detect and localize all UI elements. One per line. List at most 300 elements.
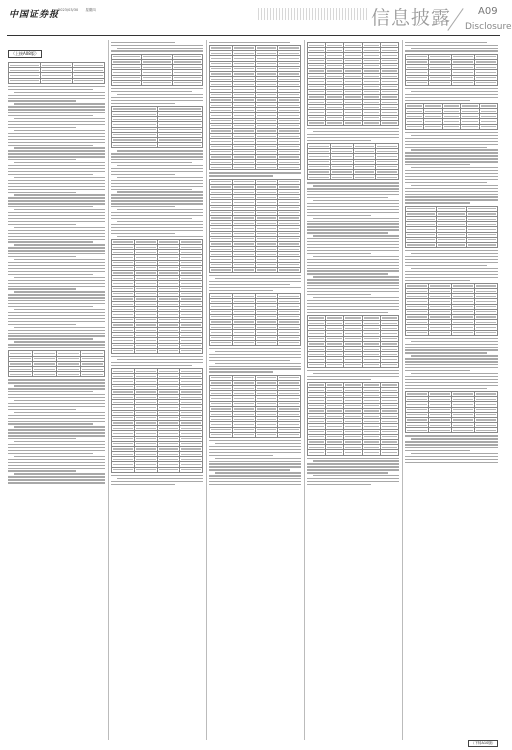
- text-line: [8, 150, 105, 151]
- text-line: [14, 244, 105, 245]
- text-line: [411, 355, 498, 356]
- column-divider: [402, 40, 403, 740]
- text-line: [405, 45, 498, 46]
- text-line: [405, 364, 498, 365]
- text-line: [8, 418, 105, 419]
- text-line: [307, 265, 399, 266]
- text-line: [405, 344, 498, 345]
- table-cell: [278, 432, 301, 437]
- text-line: [307, 273, 388, 274]
- text-line: [8, 86, 105, 87]
- text-line: [14, 162, 105, 163]
- table-cell: [308, 362, 326, 367]
- text-line: [307, 229, 399, 230]
- text-line: [405, 158, 498, 159]
- text-line: [111, 200, 203, 201]
- table-cell: [41, 78, 73, 83]
- text-line: [8, 335, 105, 336]
- article-column-1: [8, 40, 105, 740]
- text-line: [117, 165, 203, 166]
- text-line: [14, 209, 105, 210]
- text-line: [8, 121, 105, 122]
- column-divider: [304, 40, 305, 740]
- text-line: [8, 300, 105, 301]
- text-line: [117, 177, 203, 178]
- text-line: [307, 232, 388, 233]
- column-divider: [108, 40, 109, 740]
- text-line: [209, 446, 301, 447]
- table-cell: [475, 330, 498, 335]
- text-line: [111, 362, 203, 363]
- table-cell: [210, 340, 233, 345]
- text-line: [209, 290, 273, 291]
- text-line: [307, 370, 399, 371]
- table-cell: [134, 348, 157, 353]
- text-line: [405, 444, 498, 445]
- text-line: [8, 280, 105, 281]
- text-line: [8, 297, 105, 298]
- table-cell: [344, 120, 362, 125]
- text-line: [111, 197, 203, 198]
- table-cell: [308, 450, 326, 455]
- text-line: [8, 303, 105, 304]
- table-cell: [308, 120, 326, 125]
- text-line: [8, 465, 105, 466]
- text-line: [405, 352, 487, 353]
- text-line: [111, 174, 175, 175]
- text-line: [8, 165, 105, 166]
- text-line: [8, 429, 105, 430]
- text-line: [8, 312, 105, 313]
- text-line: [111, 186, 203, 187]
- text-line: [307, 203, 399, 204]
- data-table: [405, 283, 498, 336]
- text-line: [307, 247, 399, 248]
- text-line: [405, 164, 470, 165]
- table-cell: [424, 124, 442, 129]
- text-line: [307, 303, 399, 304]
- article-column-5: [405, 40, 498, 740]
- table-cell: [429, 428, 452, 433]
- text-line: [8, 444, 105, 445]
- text-line: [405, 42, 487, 43]
- text-line: [209, 284, 290, 285]
- text-line: [307, 285, 399, 286]
- text-line: [307, 221, 399, 222]
- text-line: [8, 283, 105, 284]
- text-line: [209, 466, 301, 467]
- table-cell: [344, 362, 362, 367]
- text-line: [8, 324, 76, 325]
- text-line: [111, 224, 203, 225]
- text-line: [313, 276, 399, 277]
- text-line: [313, 460, 399, 461]
- text-line: [14, 327, 105, 328]
- text-line: [313, 373, 399, 374]
- table-cell: [157, 348, 180, 353]
- text-line: [313, 218, 399, 219]
- text-line: [111, 227, 203, 228]
- text-line: [307, 215, 371, 216]
- text-line: [405, 382, 498, 383]
- text-line: [8, 112, 105, 113]
- text-line: [405, 250, 498, 251]
- table-cell: [278, 340, 301, 345]
- table-cell: [362, 120, 380, 125]
- data-table: [111, 239, 203, 354]
- text-line: [209, 469, 290, 470]
- text-line: [111, 168, 203, 169]
- text-line: [8, 268, 105, 269]
- text-line: [307, 223, 399, 224]
- text-line: [14, 412, 105, 413]
- data-table: [209, 45, 301, 171]
- table-cell: [362, 450, 380, 455]
- text-line: [8, 256, 76, 257]
- text-line: [405, 94, 498, 95]
- table-cell: [112, 143, 158, 148]
- column-divider: [206, 40, 207, 740]
- text-line: [8, 133, 105, 134]
- text-line: [405, 376, 498, 377]
- text-line: [117, 221, 203, 222]
- text-line: [8, 388, 105, 389]
- text-line: [307, 194, 399, 195]
- text-line: [8, 224, 76, 225]
- text-line: [405, 100, 470, 101]
- decorative-stripes: [258, 8, 368, 20]
- text-line: [405, 256, 498, 257]
- table-cell: [210, 165, 233, 170]
- table-cell: [475, 80, 498, 85]
- text-line: [405, 132, 498, 133]
- text-line: [8, 286, 105, 287]
- text-line: [405, 459, 498, 460]
- table-cell: [429, 330, 452, 335]
- text-line: [209, 484, 301, 485]
- text-line: [111, 42, 175, 43]
- data-table: [209, 179, 301, 273]
- issue-date: 2023/03/30: [58, 8, 79, 12]
- text-line: [405, 271, 498, 272]
- text-line: [307, 268, 399, 269]
- text-line: [8, 318, 105, 319]
- data-table: [307, 315, 399, 368]
- text-line: [405, 349, 498, 350]
- data-table: [209, 293, 301, 346]
- text-line: [14, 147, 105, 148]
- table-cell: [467, 242, 498, 247]
- text-line: [8, 338, 93, 339]
- data-table: [8, 350, 105, 377]
- table-cell: [442, 124, 460, 129]
- text-line: [8, 89, 93, 90]
- text-line: [215, 472, 301, 473]
- text-line: [8, 438, 76, 439]
- table-cell: [33, 372, 57, 377]
- text-line: [8, 109, 105, 110]
- table-cell: [73, 78, 105, 83]
- table-cell: [232, 340, 255, 345]
- text-line: [8, 200, 105, 201]
- text-line: [8, 482, 105, 483]
- text-line: [111, 162, 192, 163]
- text-line: [405, 462, 498, 463]
- text-line: [111, 183, 203, 184]
- text-line: [307, 291, 399, 292]
- text-line: [8, 382, 105, 383]
- table-cell: [81, 372, 105, 377]
- text-line: [209, 275, 301, 276]
- text-line: [411, 48, 498, 49]
- text-line: [8, 230, 105, 231]
- text-line: [313, 475, 399, 476]
- table-cell: [180, 467, 203, 472]
- text-line: [215, 351, 301, 352]
- text-line: [111, 206, 175, 207]
- text-line: [307, 209, 399, 210]
- text-line: [111, 203, 203, 204]
- text-line: [405, 202, 470, 203]
- text-line: [111, 233, 175, 234]
- table-cell: [326, 450, 344, 455]
- text-line: [411, 253, 498, 254]
- table-cell: [344, 450, 362, 455]
- text-line: [307, 379, 371, 380]
- text-line: [8, 233, 105, 234]
- text-line: [14, 473, 105, 474]
- text-line: [405, 170, 498, 171]
- table-cell: [9, 372, 33, 377]
- table-cell: [380, 362, 398, 367]
- text-line: [307, 309, 399, 310]
- text-line: [8, 189, 105, 190]
- text-line: [8, 435, 105, 436]
- text-line: [405, 147, 487, 148]
- text-line: [411, 91, 498, 92]
- article-column-4: [307, 40, 399, 740]
- text-line: [313, 256, 399, 257]
- text-line: [8, 330, 105, 331]
- text-line: [405, 50, 498, 51]
- text-line: [8, 139, 105, 140]
- text-line: [307, 481, 399, 482]
- table-cell: [452, 80, 475, 85]
- text-line: [405, 379, 498, 380]
- text-line: [8, 450, 105, 451]
- text-line: [111, 100, 203, 101]
- text-line: [411, 341, 498, 342]
- text-line: [8, 145, 93, 146]
- table-cell: [406, 242, 437, 247]
- text-line: [209, 354, 301, 355]
- text-line: [111, 103, 175, 104]
- table-cell: [475, 428, 498, 433]
- text-line: [117, 359, 203, 360]
- table-cell: [406, 330, 429, 335]
- text-line: [8, 98, 105, 99]
- text-line: [8, 470, 76, 471]
- text-line: [111, 153, 203, 154]
- text-line: [405, 138, 498, 139]
- text-line: [209, 455, 273, 456]
- table-cell: [406, 124, 424, 129]
- text-line: [209, 281, 301, 282]
- text-line: [405, 347, 498, 348]
- text-line: [405, 388, 487, 389]
- text-line: [8, 236, 105, 237]
- section-title: 信息披露: [371, 7, 452, 29]
- text-line: [8, 106, 105, 107]
- issue-meta: [58, 8, 102, 13]
- text-line: [8, 174, 93, 175]
- text-line: [14, 177, 105, 178]
- text-line: [405, 385, 498, 386]
- text-line: [411, 373, 498, 374]
- data-table: [307, 143, 399, 180]
- text-line: [307, 253, 371, 254]
- text-line: [111, 365, 192, 366]
- text-line: [405, 274, 498, 275]
- text-line: [215, 458, 301, 459]
- text-line: [307, 270, 399, 271]
- text-line: [209, 463, 301, 464]
- text-line: [307, 244, 399, 245]
- text-line: [209, 357, 301, 358]
- section-title-en: Disclosure: [465, 22, 512, 32]
- table-cell: [406, 428, 429, 433]
- text-line: [8, 197, 105, 198]
- text-line: [8, 95, 105, 96]
- text-line: [209, 452, 301, 453]
- text-line: [8, 153, 105, 154]
- table-cell: [210, 432, 233, 437]
- text-line: [14, 291, 105, 292]
- text-line: [111, 215, 203, 216]
- text-line: [117, 209, 203, 210]
- text-line: [307, 182, 399, 183]
- text-line: [8, 215, 105, 216]
- text-line: [313, 185, 399, 186]
- text-line: [8, 409, 76, 410]
- article-column-3: [209, 40, 301, 740]
- table-cell: [112, 80, 142, 85]
- text-line: [307, 306, 399, 307]
- text-line: [8, 253, 105, 254]
- text-line: [8, 479, 105, 480]
- text-line: [215, 278, 301, 279]
- text-line: [307, 472, 388, 473]
- text-line: [405, 262, 498, 263]
- table-cell: [255, 267, 278, 272]
- table-cell: [452, 428, 475, 433]
- text-line: [8, 159, 76, 160]
- text-line: [14, 309, 105, 310]
- table-cell: [232, 432, 255, 437]
- text-line: [411, 268, 498, 269]
- text-line: [8, 203, 105, 204]
- text-line: [405, 280, 470, 281]
- table-cell: [172, 80, 202, 85]
- newspaper-name: 中国证券报: [9, 10, 60, 20]
- text-line: [117, 478, 203, 479]
- text-line: [8, 239, 105, 240]
- text-line: [8, 347, 105, 348]
- text-line: [111, 194, 203, 195]
- text-line: [117, 94, 203, 95]
- text-line: [307, 250, 399, 251]
- table-cell: [278, 267, 301, 272]
- table-cell: [157, 143, 203, 148]
- table-cell: [232, 165, 255, 170]
- text-line: [405, 259, 498, 260]
- text-line: [405, 435, 498, 436]
- text-line: [209, 449, 301, 450]
- text-line: [307, 212, 399, 213]
- text-line: [8, 315, 105, 316]
- text-line: [111, 50, 203, 51]
- table-cell: [330, 175, 353, 180]
- text-line: [307, 478, 399, 479]
- text-line: [209, 360, 290, 361]
- text-line: [111, 159, 203, 160]
- text-line: [8, 406, 105, 407]
- text-line: [8, 271, 105, 272]
- text-line: [14, 130, 105, 131]
- text-line: [8, 136, 105, 137]
- text-line: [8, 379, 105, 380]
- text-line: [8, 142, 105, 143]
- page-number: A09: [478, 6, 498, 17]
- text-line: [8, 265, 105, 266]
- text-line: [14, 92, 105, 93]
- text-line: [8, 423, 93, 424]
- text-line: [313, 131, 399, 132]
- text-line: [8, 453, 93, 454]
- data-table: [8, 62, 105, 84]
- text-line: [8, 218, 105, 219]
- text-line: [307, 463, 399, 464]
- text-line: [405, 182, 487, 183]
- text-line: [8, 168, 105, 169]
- text-line: [405, 191, 498, 192]
- table-cell: [380, 120, 398, 125]
- text-line: [111, 356, 203, 357]
- data-table: [111, 106, 203, 149]
- table-cell: [436, 242, 467, 247]
- text-line: [111, 45, 203, 46]
- text-line: [209, 478, 301, 479]
- text-line: [411, 149, 498, 150]
- text-line: [8, 432, 105, 433]
- continued-on-label: （下转A10版）: [468, 740, 498, 747]
- masthead: [0, 0, 512, 36]
- text-line: [307, 206, 399, 207]
- text-line: [8, 221, 105, 222]
- text-line: [111, 218, 192, 219]
- text-line: [8, 247, 105, 248]
- text-line: [8, 192, 76, 193]
- text-line: [209, 368, 301, 369]
- text-line: [8, 206, 93, 207]
- text-line: [8, 212, 105, 213]
- continued-from-label: （上接A08版）: [8, 50, 42, 58]
- text-line: [215, 363, 301, 364]
- text-line: [405, 358, 498, 359]
- table-cell: [376, 175, 399, 180]
- text-line: [8, 262, 105, 263]
- text-line: [209, 475, 301, 476]
